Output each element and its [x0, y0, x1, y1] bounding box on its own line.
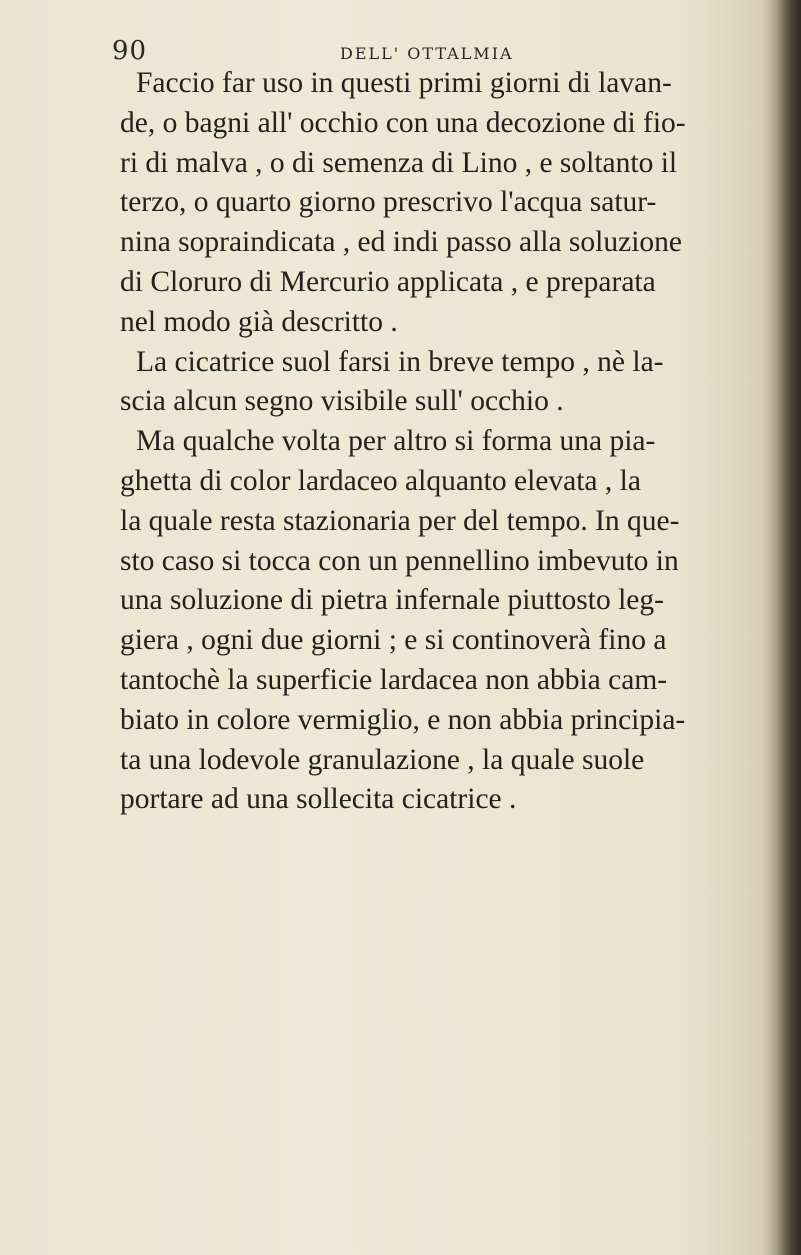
text-line: scia alcun segno visibile sull' occhio .	[120, 385, 564, 418]
running-head: DELL' OTTALMIA	[340, 44, 514, 63]
text-line: biato in colore vermiglio, e non abbia principia-	[120, 703, 686, 736]
text-line: terzo, o quarto giorno prescrivo l'acqua satur-	[120, 186, 657, 219]
text-line: sto caso si tocca con un pennellino imbevuto in	[120, 544, 679, 577]
text-line: Faccio far uso in questi primi giorni di lavan-	[136, 67, 672, 99]
text-line: la quale resta stazionaria per del tempo. In que-	[120, 504, 680, 537]
text-line: tantochè la superficie lardacea non abbia cam-	[120, 663, 668, 696]
text-line: Ma qualche volta per altro si forma una pia-	[136, 425, 656, 458]
text-line: di Cloruro di Mercurio applicata , e preparata	[120, 265, 656, 298]
text-line: La cicatrice suol farsi in breve tempo , nè la-	[136, 345, 664, 378]
page-number: 90	[112, 36, 148, 66]
text-line: de, o bagni all' occhio con una decozione di fio-	[120, 106, 686, 139]
text-line: nina sopraindicata , ed indi passo alla soluzione	[120, 226, 682, 259]
text-line: nel modo già descritto .	[120, 305, 398, 338]
text-line: una soluzione di pietra infernale piuttosto leg-	[120, 584, 664, 617]
text-line: giera , ogni due giorni ; e si continoverà fino a	[120, 624, 667, 657]
text-line: ri di malva , o di semenza di Lino , e soltanto il	[120, 146, 678, 179]
text-line: ta una lodevole granulazione , la quale suole	[120, 743, 645, 776]
body-text	[120, 64, 686, 820]
text-line: ghetta di color lardaceo alquanto elevata , la	[120, 464, 641, 497]
page-edge-shadow	[761, 0, 801, 1255]
text-line: portare ad una sollecita cicatrice .	[120, 783, 517, 816]
